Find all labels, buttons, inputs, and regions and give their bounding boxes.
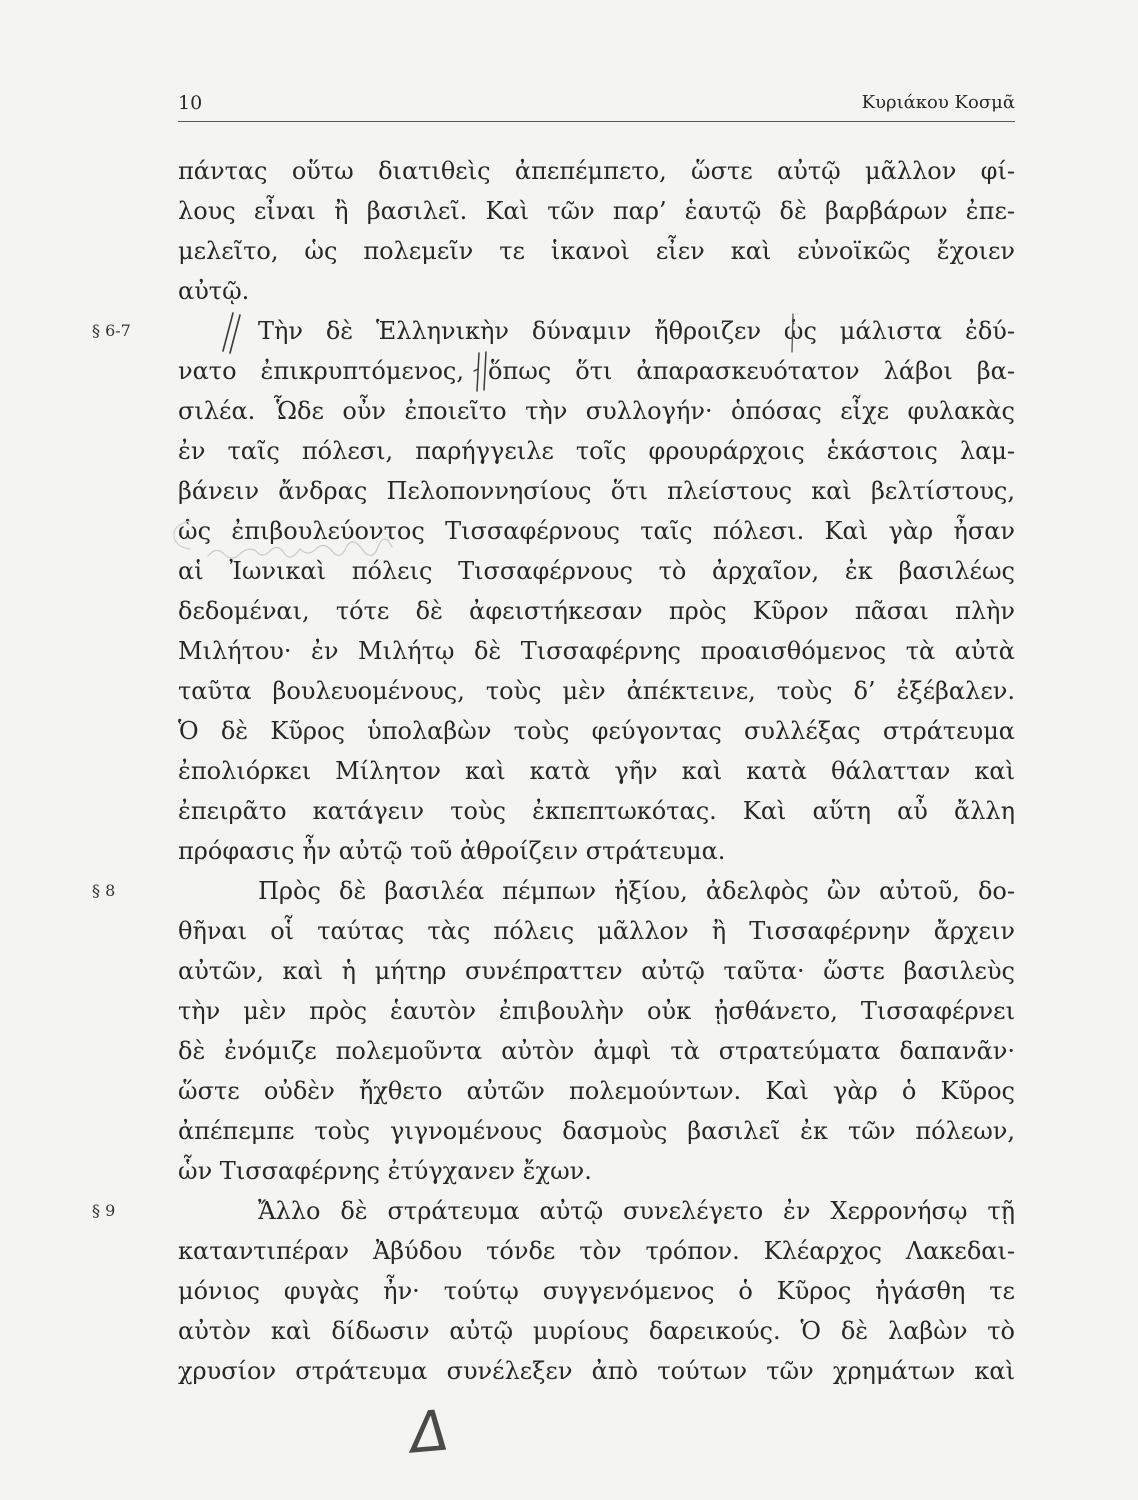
margin-section-9: § 9 (92, 1201, 116, 1220)
text-line: ἐν ταῖς πόλεσι, παρήγγειλε τοῖς φρουράρχοις ἑκάστοις λαμ- (178, 437, 1015, 465)
text-line: Μιλήτου· ἐν Μιλήτῳ δὲ Τισσαφέρνης προαισθόμενος τὰ αὐτὰ (178, 637, 1015, 665)
text-line: βάνειν ἄνδρας Πελοποννησίους ὅτι πλείστους καὶ βελτίστους, (178, 477, 1015, 505)
text-line: ὥστε οὐδὲν ἤχθετο αὐτῶν πολεμούντων. Καὶ γὰρ ὁ Κῦρος (178, 1077, 1015, 1105)
text-line-paragraph-end: αὐτῷ. (178, 277, 250, 305)
text-line: τὴν μὲν πρὸς ἑαυτὸν ἐπιβουλὴν οὐκ ᾐσθάνετο, Τισσαφέρνει (178, 997, 1015, 1025)
margin-section-8: § 8 (92, 881, 116, 900)
text-line: ὡς ἐπιβουλεύοντος Τισσαφέρνους ταῖς πόλεσι. Καὶ γὰρ ἦσαν (178, 517, 1015, 545)
text-line-paragraph-start: Πρὸς δὲ βασιλέα πέμπων ἠξίου, ἀδελφὸς ὢν αὐτοῦ, δο- (258, 877, 1015, 905)
text-line-paragraph-start: Τὴν δὲ Ἑλληνικὴν δύναμιν ἤθροιζεν ὡς μάλιστα ἐδύ- (258, 317, 1015, 345)
margin-section-6-7: § 6-7 (92, 321, 131, 340)
text-line: αὐτῶν, καὶ ἡ μήτηρ συνέπραττεν αὐτῷ ταῦτα· ὥστε βασιλεὺς (178, 957, 1015, 985)
text-line: ἐπειρᾶτο κατάγειν τοὺς ἐκπεπτωκότας. Καὶ αὕτη αὖ ἄλλη (178, 797, 1015, 825)
text-line: καταντιπέραν Ἀβύδου τόνδε τὸν τρόπον. Κλέαρχος Λακεδαι- (178, 1237, 1015, 1265)
running-title: Κυριάκου Κοσμᾶ (861, 92, 1015, 113)
text-line-paragraph-start: Ἄλλο δὲ στράτευμα αὐτῷ συνελέγετο ἐν Χερρονήσῳ τῇ (258, 1197, 1015, 1225)
page-number: 10 (178, 92, 203, 114)
header-rule (178, 121, 1015, 122)
text-line: ἐπολιόρκει Μίλητον καὶ κατὰ γῆν καὶ κατὰ θάλατταν καὶ (178, 757, 1015, 785)
text-line: ἀπέπεμπε τοὺς γιγνομένους δασμοὺς βασιλεῖ ἐκ τῶν πόλεων, (178, 1117, 1015, 1145)
handwritten-delta-mark: Δ (407, 1397, 452, 1468)
text-line: πάντας οὕτω διατιθεὶς ἀπεπέμπετο, ὥστε αὐτῷ μᾶλλον φί- (178, 157, 1015, 185)
text-line: νατο ἐπικρυπτόμενος, ὅπως ὅτι ἀπαρασκευότατον λάβοι βα- (178, 357, 1015, 385)
text-line: θῆναι οἷ ταύτας τὰς πόλεις μᾶλλον ἢ Τισσαφέρνην ἄρχειν (178, 917, 1015, 945)
text-line: ταῦτα βουλευομένους, τοὺς μὲν ἀπέκτεινε, τοὺς δ’ ἐξέβαλεν. (178, 677, 1015, 705)
text-line-paragraph-end: πρόφασις ἦν αὐτῷ τοῦ ἀθροίζειν στράτευμα. (178, 837, 726, 865)
text-line: μόνιος φυγὰς ἦν· τούτῳ συγγενόμενος ὁ Κῦρος ἠγάσθη τε (178, 1277, 1015, 1305)
text-line: αὐτὸν καὶ δίδωσιν αὐτῷ μυρίους δαρεικούς. Ὁ δὲ λαβὼν τὸ (178, 1317, 1015, 1345)
text-line: λους εἶναι ἢ βασιλεῖ. Καὶ τῶν παρ’ ἑαυτῷ δὲ βαρβάρων ἐπε- (178, 197, 1015, 225)
text-line: δὲ ἐνόμιζε πολεμοῦντα αὐτὸν ἀμφὶ τὰ στρατεύματα δαπανᾶν· (178, 1037, 1015, 1065)
text-line-paragraph-end: ὧν Τισσαφέρνης ἐτύγχανεν ἔχων. (178, 1157, 592, 1185)
text-line: σιλέα. Ὧδε οὖν ἐποιεῖτο τὴν συλλογήν· ὁπόσας εἶχε φυλακὰς (178, 397, 1015, 425)
text-line: Ὁ δὲ Κῦρος ὑπολαβὼν τοὺς φεύγοντας συλλέξας στράτευμα (178, 717, 1015, 745)
text-line: μελεῖτο, ὡς πολεμεῖν τε ἱκανοὶ εἶεν καὶ εὐνοϊκῶς ἔχοιεν (178, 237, 1015, 265)
text-line: αἱ Ἰωνικαὶ πόλεις Τισσαφέρνους τὸ ἀρχαῖον, ἐκ βασιλέως (178, 557, 1015, 585)
body-text (178, 151, 1015, 1391)
text-line: χρυσίον στράτευμα συνέλεξεν ἀπὸ τούτων τῶν χρημάτων καὶ (178, 1357, 1015, 1385)
text-line: δεδομέναι, τότε δὲ ἀφειστήκεσαν πρὸς Κῦρον πᾶσαι πλὴν (178, 597, 1015, 625)
